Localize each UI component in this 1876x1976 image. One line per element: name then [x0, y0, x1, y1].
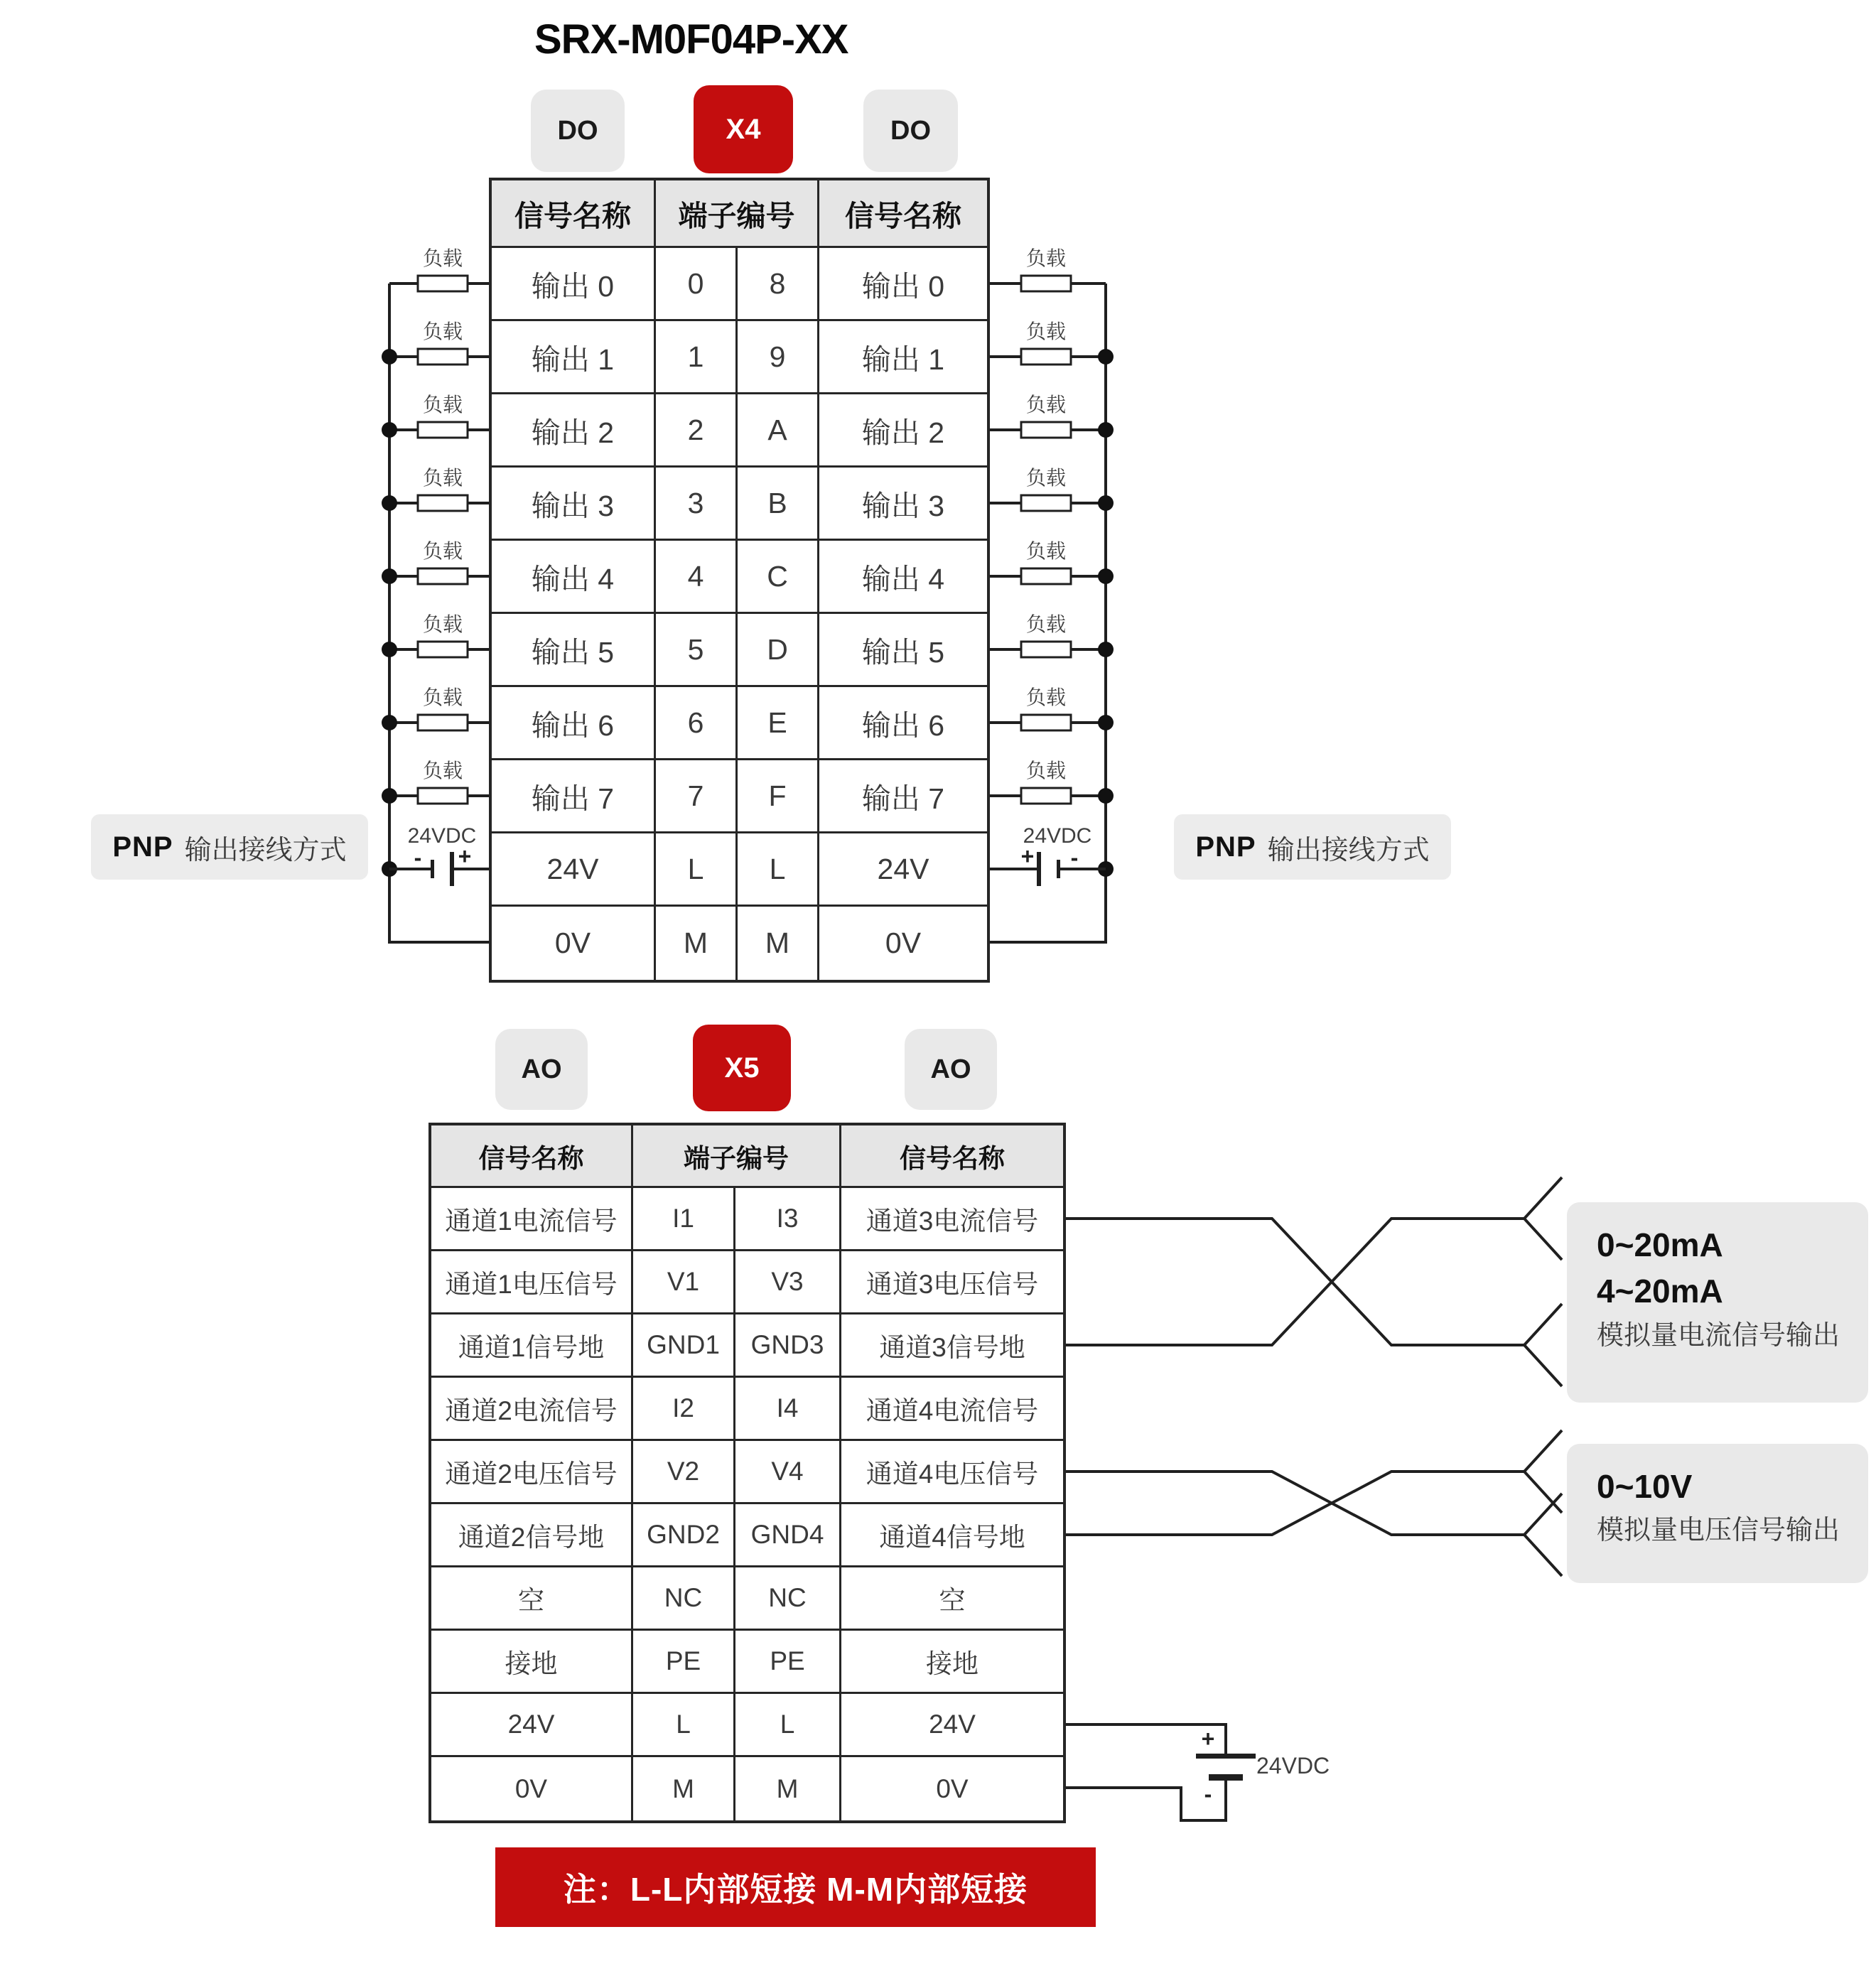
- table-cell: 通道3电压信号: [841, 1251, 1063, 1314]
- table-cell: 信号名称: [841, 1125, 1063, 1188]
- circuit-text: 负载: [1025, 760, 1067, 782]
- battery-plate: [431, 860, 434, 878]
- junction-dot: [1098, 642, 1114, 657]
- table-cell: 4: [656, 541, 738, 614]
- signal-type-badge-ao-right: AO: [905, 1029, 997, 1110]
- circuit-text: +: [458, 843, 472, 869]
- table-cell: 输出 3: [819, 468, 987, 541]
- table-cell: 6: [656, 687, 738, 760]
- circuit-text: 负载: [1025, 613, 1067, 635]
- table-cell: I1: [633, 1188, 735, 1251]
- current-range-1: 0~20mA: [1597, 1226, 1723, 1263]
- table-cell: PE: [735, 1631, 841, 1694]
- junction-dot: [382, 642, 397, 657]
- load-resistor: [1021, 276, 1071, 291]
- table-cell: 24V: [819, 833, 987, 907]
- load-resistor: [1021, 715, 1071, 730]
- table-cell: 通道1电压信号: [431, 1251, 633, 1314]
- table-cell: M: [633, 1757, 735, 1820]
- circuit-text: 负载: [1025, 467, 1067, 489]
- junction-dot: [382, 568, 397, 584]
- pnp-note-text: 输出接线方式: [184, 835, 347, 865]
- battery-plate: [1209, 1774, 1243, 1781]
- table-cell: 信号名称: [431, 1125, 633, 1188]
- table-cell: V2: [633, 1441, 735, 1504]
- wire: [1524, 1219, 1562, 1260]
- wire: [1524, 1472, 1562, 1513]
- note-banner: 注：L-L内部短接 M-M内部短接: [495, 1847, 1096, 1927]
- circuit-text: -: [1204, 1781, 1212, 1807]
- table-cell: M: [735, 1757, 841, 1820]
- table-cell: F: [738, 760, 819, 833]
- table-cell: 空: [841, 1567, 1063, 1631]
- load-resistor: [1021, 422, 1071, 438]
- voltage-range-1: 0~10V: [1597, 1468, 1693, 1505]
- wire: [1066, 1781, 1226, 1820]
- table-cell: 通道2信号地: [431, 1504, 633, 1567]
- voltage-output-desc: 模拟量电压信号输出: [1597, 1516, 1840, 1546]
- pnp-wiring-note-right: [1174, 814, 1451, 880]
- junction-dot: [382, 715, 397, 730]
- circuit-text: 负载: [422, 686, 463, 708]
- table-cell: L: [656, 833, 738, 907]
- table-cell: 输出 7: [819, 760, 987, 833]
- table-cell: GND1: [633, 1314, 735, 1378]
- table-cell: 端子编号: [656, 180, 819, 248]
- table-cell: 0: [656, 248, 738, 321]
- load-resistor: [418, 276, 468, 291]
- terminal-table-x5: [428, 1123, 1066, 1823]
- table-cell: 输出 5: [492, 614, 656, 687]
- table-cell: 2: [656, 394, 738, 468]
- load-resistor: [418, 495, 468, 511]
- table-cell: 24V: [492, 833, 656, 907]
- circuit-text: 负载: [1025, 394, 1067, 416]
- table-cell: 输出 7: [492, 760, 656, 833]
- table-cell: 输出 2: [819, 394, 987, 468]
- junction-dot: [1098, 422, 1114, 438]
- connector-badge-x4: X4: [694, 85, 793, 173]
- junction-dot: [382, 495, 397, 511]
- table-cell: 5: [656, 614, 738, 687]
- table-cell: I2: [633, 1378, 735, 1441]
- table-cell: 输出 2: [492, 394, 656, 468]
- load-resistor: [418, 349, 468, 365]
- current-output-desc: 模拟量电流信号输出: [1597, 1320, 1840, 1351]
- table-cell: L: [738, 833, 819, 907]
- load-resistor: [418, 788, 468, 804]
- table-cell: GND4: [735, 1504, 841, 1567]
- table-cell: GND2: [633, 1504, 735, 1567]
- table-cell: 通道2电流信号: [431, 1378, 633, 1441]
- table-cell: 通道4电流信号: [841, 1378, 1063, 1441]
- signal-type-badge-do-left: DO: [531, 90, 625, 172]
- signal-type-badge-ao-left: AO: [495, 1029, 588, 1110]
- table-cell: 输出 4: [819, 541, 987, 614]
- wire: [1524, 1494, 1562, 1535]
- table-cell: 9: [738, 321, 819, 394]
- circuit-text: 负载: [422, 540, 463, 562]
- load-resistor: [1021, 642, 1071, 657]
- table-cell: 空: [431, 1567, 633, 1631]
- table-cell: 通道3信号地: [841, 1314, 1063, 1378]
- circuit-text: -: [1070, 845, 1079, 870]
- table-cell: GND3: [735, 1314, 841, 1378]
- terminal-table-x4: [489, 178, 990, 983]
- table-cell: I3: [735, 1188, 841, 1251]
- circuit-text: 24VDC: [1256, 1753, 1330, 1778]
- table-cell: B: [738, 468, 819, 541]
- page-title: SRX-M0F04P-XX: [534, 16, 848, 63]
- load-resistor: [418, 568, 468, 584]
- junction-dot: [1098, 568, 1114, 584]
- pnp-note-text: 输出接线方式: [1267, 835, 1430, 865]
- table-cell: 输出 1: [492, 321, 656, 394]
- wire: [1524, 1535, 1562, 1576]
- table-cell: 通道1信号地: [431, 1314, 633, 1378]
- wire: [1066, 1472, 1524, 1535]
- table-cell: L: [735, 1694, 841, 1757]
- circuit-text: 负载: [422, 467, 463, 489]
- table-cell: 0V: [841, 1757, 1063, 1820]
- junction-dot: [1098, 788, 1114, 804]
- wire: [1066, 1219, 1524, 1345]
- load-resistor: [418, 715, 468, 730]
- junction-dot: [1098, 495, 1114, 511]
- table-cell: A: [738, 394, 819, 468]
- junction-dot: [1098, 715, 1114, 730]
- table-cell: 0V: [819, 907, 987, 980]
- circuit-text: 24VDC: [1023, 824, 1092, 848]
- junction-dot: [382, 422, 397, 438]
- circuit-text: -: [414, 845, 422, 870]
- table-cell: M: [738, 907, 819, 980]
- table-cell: PE: [633, 1631, 735, 1694]
- table-cell: 输出 5: [819, 614, 987, 687]
- circuit-text: 负载: [1025, 540, 1067, 562]
- table-cell: 端子编号: [633, 1125, 841, 1188]
- circuit-text: 负载: [422, 760, 463, 782]
- table-cell: L: [633, 1694, 735, 1757]
- table-cell: 输出 0: [819, 248, 987, 321]
- table-cell: M: [656, 907, 738, 980]
- junction-dot: [382, 349, 397, 365]
- table-cell: 0V: [492, 907, 656, 980]
- current-range-2: 4~20mA: [1597, 1273, 1723, 1310]
- circuit-text: 负载: [1025, 320, 1067, 342]
- table-cell: 通道2电压信号: [431, 1441, 633, 1504]
- table-cell: V3: [735, 1251, 841, 1314]
- load-resistor: [1021, 495, 1071, 511]
- table-cell: 通道1电流信号: [431, 1188, 633, 1251]
- table-cell: NC: [633, 1567, 735, 1631]
- circuit-text: 24VDC: [407, 824, 477, 848]
- battery-plate: [1057, 860, 1060, 878]
- circuit-text: 负载: [422, 394, 463, 416]
- circuit-text: 负载: [1025, 247, 1067, 269]
- table-cell: 接地: [431, 1631, 633, 1694]
- table-cell: 24V: [431, 1694, 633, 1757]
- table-cell: 输出 6: [819, 687, 987, 760]
- table-cell: V4: [735, 1441, 841, 1504]
- circuit-text: 负载: [422, 320, 463, 342]
- table-cell: V1: [633, 1251, 735, 1314]
- table-cell: 输出 3: [492, 468, 656, 541]
- load-resistor: [1021, 349, 1071, 365]
- table-cell: NC: [735, 1567, 841, 1631]
- table-cell: 通道4电压信号: [841, 1441, 1063, 1504]
- table-cell: 输出 0: [492, 248, 656, 321]
- circuit-text: +: [1201, 1726, 1215, 1751]
- table-cell: 信号名称: [819, 180, 987, 248]
- load-resistor: [418, 422, 468, 438]
- circuit-text: 负载: [422, 613, 463, 635]
- table-cell: 通道3电流信号: [841, 1188, 1063, 1251]
- table-cell: 7: [656, 760, 738, 833]
- circuit-text: 负载: [1025, 686, 1067, 708]
- junction-dot: [1098, 349, 1114, 365]
- table-cell: E: [738, 687, 819, 760]
- pnp-label: PNP: [1195, 831, 1256, 863]
- table-cell: 0V: [431, 1757, 633, 1820]
- wire: [1524, 1430, 1562, 1472]
- table-cell: 接地: [841, 1631, 1063, 1694]
- table-cell: 信号名称: [492, 180, 656, 248]
- load-resistor: [1021, 568, 1071, 584]
- table-cell: D: [738, 614, 819, 687]
- connector-badge-x5: X5: [693, 1025, 791, 1111]
- table-cell: 输出 4: [492, 541, 656, 614]
- battery-plate: [450, 852, 454, 886]
- pnp-label: PNP: [112, 831, 173, 863]
- voltage-output-label: [1567, 1444, 1868, 1583]
- pnp-wiring-note-left: [91, 814, 368, 880]
- wire: [1066, 1472, 1524, 1535]
- current-output-label: [1567, 1202, 1868, 1403]
- battery-plate: [1196, 1754, 1256, 1759]
- table-cell: 输出 6: [492, 687, 656, 760]
- wire: [1524, 1304, 1562, 1345]
- circuit-text: 负载: [422, 247, 463, 269]
- table-cell: 通道4信号地: [841, 1504, 1063, 1567]
- signal-type-badge-do-right: DO: [863, 90, 958, 172]
- wire: [1066, 1219, 1524, 1345]
- table-cell: 8: [738, 248, 819, 321]
- junction-dot: [382, 788, 397, 804]
- table-cell: I4: [735, 1378, 841, 1441]
- table-cell: C: [738, 541, 819, 614]
- load-resistor: [418, 642, 468, 657]
- battery-plate: [1037, 852, 1041, 886]
- wire: [1524, 1345, 1562, 1386]
- load-resistor: [1021, 788, 1071, 804]
- table-cell: 输出 1: [819, 321, 987, 394]
- table-cell: 24V: [841, 1694, 1063, 1757]
- table-cell: 1: [656, 321, 738, 394]
- wire: [1524, 1177, 1562, 1219]
- circuit-text: +: [1020, 843, 1035, 869]
- table-cell: 3: [656, 468, 738, 541]
